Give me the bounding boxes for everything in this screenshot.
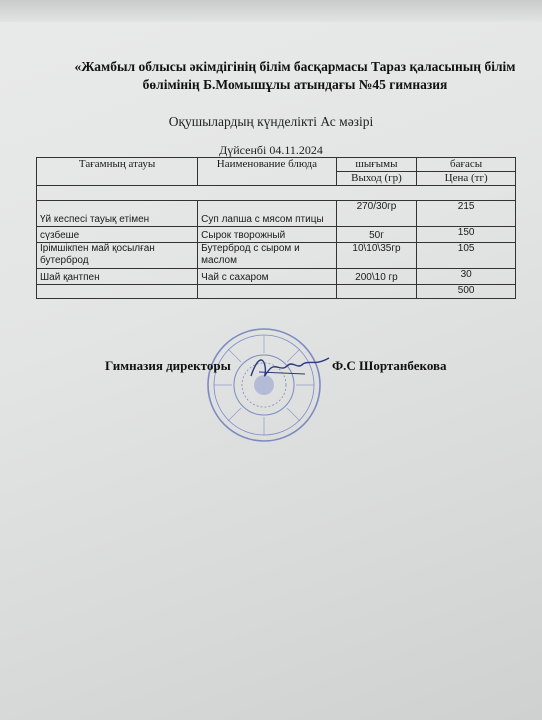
- table-total-row: [37, 285, 516, 299]
- header-dish-kz: Тағамның атауы: [37, 158, 198, 186]
- table-row: [37, 243, 516, 269]
- dish-price: 30: [417, 269, 516, 285]
- dish-yield: 270/30гр: [336, 201, 417, 227]
- table-header-row: [37, 158, 516, 172]
- director-signature: [245, 352, 335, 384]
- table-row: [37, 201, 516, 227]
- header-price-kz: бағасы: [417, 158, 516, 172]
- director-name: Ф.С Шортанбекова: [332, 358, 447, 373]
- menu-table: [36, 157, 516, 299]
- menu-date: Дүйсенбі 04.11.2024: [219, 143, 323, 157]
- dish-ru: Суп лапша с мясом птицы: [198, 201, 337, 227]
- dish-yield: 10\10\35гр: [336, 243, 417, 269]
- director-title: Гимназия директоры: [105, 358, 231, 373]
- header-price-ru: Цена (тг): [417, 172, 516, 186]
- total-price: 500: [417, 285, 516, 299]
- table-row: [37, 269, 516, 285]
- dish-price: 105: [417, 243, 516, 269]
- dish-ru: Сырок творожный: [198, 227, 337, 243]
- dish-price: 215: [417, 201, 516, 227]
- dish-kz: Үй кеспесі тауық етімен: [37, 201, 198, 227]
- header-yield-kz: шығымы: [336, 158, 417, 172]
- official-stamp: [206, 327, 322, 443]
- menu-subtitle: Оқушылардың күнделікті Ас мәзірі: [168, 114, 374, 129]
- page-edge: [0, 0, 542, 22]
- document-title: «Жамбыл облысы әкімдігінің білім басқармасы Тараз қаласының білім бөлімінің Б.Момышұлы атындағы №45 гимназия: [74, 59, 516, 92]
- dish-ru: Бутерброд с сыром и маслом: [198, 243, 337, 269]
- table-spacer-row: [37, 186, 516, 201]
- dish-kz: сүзбеше: [37, 227, 198, 243]
- dish-ru: Чай с сахаром: [198, 269, 337, 285]
- header-yield-ru: Выход (гр): [336, 172, 417, 186]
- dish-kz: Шай қантпен: [37, 269, 198, 285]
- header-dish-ru: Наименование блюда: [198, 158, 337, 186]
- table-row: [37, 227, 516, 243]
- dish-yield: 50г: [336, 227, 417, 243]
- dish-yield: 200\10 гр: [336, 269, 417, 285]
- dish-kz: Ірімшікпен май қосылған бутерброд: [37, 243, 198, 269]
- dish-price: 150: [417, 227, 516, 243]
